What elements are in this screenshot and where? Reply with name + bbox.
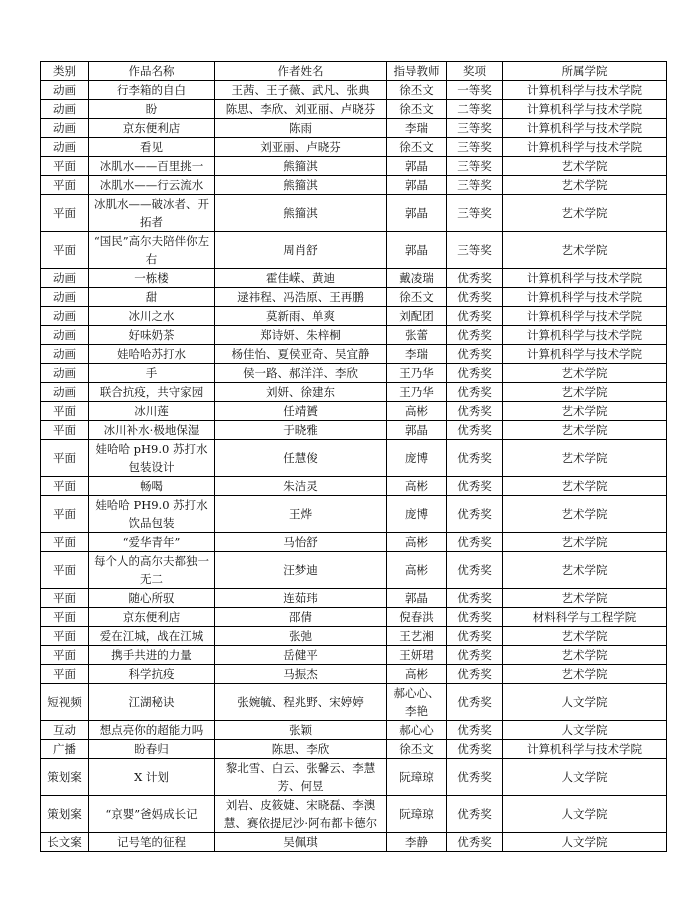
table-row (41, 759, 667, 796)
table-row (41, 552, 667, 589)
college-cell: 人文学院 (503, 796, 667, 833)
college-cell: 艺术学院 (503, 383, 667, 402)
college-cell: 艺术学院 (503, 533, 667, 552)
authors-cell: 王烨 (215, 496, 387, 533)
category-cell: 动画 (41, 345, 89, 364)
authors-cell: 王茜、王子薇、武凡、张典 (215, 81, 387, 100)
college-cell: 艺术学院 (503, 195, 667, 232)
work-title-cell: 娃哈哈 PH9.0 苏打水饮品包装 (89, 496, 215, 533)
advisor-cell: 高彬 (387, 665, 447, 684)
category-cell: 平面 (41, 232, 89, 269)
award-cell: 优秀奖 (447, 665, 503, 684)
category-cell: 动画 (41, 326, 89, 345)
authors-cell: 刘妍、徐建东 (215, 383, 387, 402)
work-title-cell: 看见 (89, 138, 215, 157)
category-cell: 平面 (41, 496, 89, 533)
award-cell: 三等奖 (447, 119, 503, 138)
award-cell: 二等奖 (447, 100, 503, 119)
award-cell: 优秀奖 (447, 269, 503, 288)
header-row (41, 62, 667, 81)
table-row (41, 608, 667, 627)
table-row (41, 138, 667, 157)
category-cell: 动画 (41, 138, 89, 157)
work-title-cell: X 计划 (89, 759, 215, 796)
award-cell: 优秀奖 (447, 646, 503, 665)
advisor-cell: 徐丕文 (387, 100, 447, 119)
award-cell: 三等奖 (447, 232, 503, 269)
advisor-cell: 庞博 (387, 496, 447, 533)
college-cell: 艺术学院 (503, 232, 667, 269)
authors-cell: 熊籀淇 (215, 176, 387, 195)
college-cell: 艺术学院 (503, 496, 667, 533)
advisor-cell: 郭晶 (387, 589, 447, 608)
award-cell: 优秀奖 (447, 608, 503, 627)
advisor-cell: 郝心心、李艳 (387, 684, 447, 721)
college-cell: 计算机科学与技术学院 (503, 307, 667, 326)
work-title-cell: 联合抗疫，共守家园 (89, 383, 215, 402)
work-title-cell: 娃哈哈苏打水 (89, 345, 215, 364)
award-cell: 优秀奖 (447, 345, 503, 364)
table-row (41, 477, 667, 496)
table-row (41, 195, 667, 232)
table-row (41, 232, 667, 269)
work-title-cell: 冰肌水——百里挑一 (89, 157, 215, 176)
work-title-cell: “国民”高尔夫陪伴你左右 (89, 232, 215, 269)
advisor-cell: 高彬 (387, 477, 447, 496)
category-cell: 动画 (41, 288, 89, 307)
college-cell: 计算机科学与技术学院 (503, 345, 667, 364)
advisor-cell: 王艺湘 (387, 627, 447, 646)
advisor-cell: 戴凌瑞 (387, 269, 447, 288)
authors-cell: 陈思、李欣 (215, 740, 387, 759)
work-title-cell: 手 (89, 364, 215, 383)
table-row (41, 665, 667, 684)
work-title-cell: 记号笔的征程 (89, 833, 215, 852)
advisor-cell: 王乃华 (387, 364, 447, 383)
table-row (41, 119, 667, 138)
college-cell: 计算机科学与技术学院 (503, 138, 667, 157)
college-cell: 人文学院 (503, 721, 667, 740)
award-cell: 三等奖 (447, 176, 503, 195)
authors-cell: 张婉毓、程兆野、宋婷婷 (215, 684, 387, 721)
award-cell: 优秀奖 (447, 721, 503, 740)
college-cell: 计算机科学与技术学院 (503, 740, 667, 759)
award-cell: 优秀奖 (447, 421, 503, 440)
college-cell: 艺术学院 (503, 402, 667, 421)
work-title-cell: 冰肌水——破冰者、开拓者 (89, 195, 215, 232)
authors-cell: 马怡舒 (215, 533, 387, 552)
college-cell: 计算机科学与技术学院 (503, 81, 667, 100)
header-award: 奖项 (447, 62, 503, 81)
award-cell: 优秀奖 (447, 740, 503, 759)
category-cell: 平面 (41, 157, 89, 176)
college-cell: 艺术学院 (503, 364, 667, 383)
category-cell: 平面 (41, 421, 89, 440)
advisor-cell: 王妍珺 (387, 646, 447, 665)
advisor-cell: 倪春洪 (387, 608, 447, 627)
college-cell: 材料科学与工程学院 (503, 608, 667, 627)
work-title-cell: 畅喝 (89, 477, 215, 496)
category-cell: 平面 (41, 477, 89, 496)
work-title-cell: 冰川之水 (89, 307, 215, 326)
work-title-cell: 盼春归 (89, 740, 215, 759)
table-row (41, 646, 667, 665)
college-cell: 艺术学院 (503, 477, 667, 496)
award-cell: 优秀奖 (447, 364, 503, 383)
table-row (41, 740, 667, 759)
authors-cell: 吴佩琪 (215, 833, 387, 852)
award-cell: 优秀奖 (447, 796, 503, 833)
college-cell: 计算机科学与技术学院 (503, 269, 667, 288)
authors-cell: 陈雨 (215, 119, 387, 138)
work-title-cell: 好味奶茶 (89, 326, 215, 345)
table-row (41, 269, 667, 288)
award-cell: 优秀奖 (447, 383, 503, 402)
award-cell: 优秀奖 (447, 477, 503, 496)
work-title-cell: 随心所驭 (89, 589, 215, 608)
advisor-cell: 郝心心 (387, 721, 447, 740)
authors-cell: 郑诗妍、朱梓桐 (215, 326, 387, 345)
college-cell: 艺术学院 (503, 665, 667, 684)
work-title-cell: 京东便利店 (89, 608, 215, 627)
table-row (41, 307, 667, 326)
authors-cell: 朱洁灵 (215, 477, 387, 496)
college-cell: 计算机科学与技术学院 (503, 119, 667, 138)
category-cell: 广播 (41, 740, 89, 759)
authors-cell: 杨佳怡、夏侯亚奇、吴宜静 (215, 345, 387, 364)
advisor-cell: 徐丕文 (387, 81, 447, 100)
category-cell: 动画 (41, 81, 89, 100)
category-cell: 动画 (41, 269, 89, 288)
category-cell: 动画 (41, 364, 89, 383)
college-cell: 艺术学院 (503, 627, 667, 646)
college-cell: 人文学院 (503, 759, 667, 796)
award-cell: 优秀奖 (447, 759, 503, 796)
award-cell: 优秀奖 (447, 402, 503, 421)
work-title-cell: 江湖秘诀 (89, 684, 215, 721)
category-cell: 平面 (41, 402, 89, 421)
advisor-cell: 李静 (387, 833, 447, 852)
header-advisor: 指导教师 (387, 62, 447, 81)
authors-cell: 逯祎程、冯浩原、王再鹏 (215, 288, 387, 307)
category-cell: 平面 (41, 627, 89, 646)
advisor-cell: 阮璋琼 (387, 796, 447, 833)
table-row (41, 81, 667, 100)
table-row (41, 421, 667, 440)
table-row (41, 796, 667, 833)
advisor-cell: 王乃华 (387, 383, 447, 402)
category-cell: 动画 (41, 100, 89, 119)
work-title-cell: 科学抗疫 (89, 665, 215, 684)
advisor-cell: 高彬 (387, 533, 447, 552)
work-title-cell: “京婴”爸妈成长记 (89, 796, 215, 833)
award-cell: 三等奖 (447, 195, 503, 232)
table-row (41, 326, 667, 345)
award-cell: 一等奖 (447, 81, 503, 100)
category-cell: 策划案 (41, 796, 89, 833)
award-cell: 三等奖 (447, 138, 503, 157)
college-cell: 计算机科学与技术学院 (503, 326, 667, 345)
table-row (41, 533, 667, 552)
category-cell: 动画 (41, 307, 89, 326)
authors-cell: 任靖贇 (215, 402, 387, 421)
award-cell: 优秀奖 (447, 833, 503, 852)
college-cell: 计算机科学与技术学院 (503, 100, 667, 119)
authors-cell: 周肖舒 (215, 232, 387, 269)
table-row (41, 684, 667, 721)
college-cell: 艺术学院 (503, 646, 667, 665)
work-title-cell: “爱华青年” (89, 533, 215, 552)
category-cell: 互动 (41, 721, 89, 740)
authors-cell: 侯一路、郝洋洋、李欣 (215, 364, 387, 383)
work-title-cell: 京东便利店 (89, 119, 215, 138)
table-row (41, 627, 667, 646)
work-title-cell: 想点亮你的超能力吗 (89, 721, 215, 740)
authors-cell: 邵倩 (215, 608, 387, 627)
award-cell: 优秀奖 (447, 326, 503, 345)
advisor-cell: 高彬 (387, 402, 447, 421)
authors-cell: 刘岩、皮筱婕、宋晓磊、李澳慧、赛依提尼沙·阿布都卡德尔 (215, 796, 387, 833)
table-row (41, 345, 667, 364)
authors-cell: 陈思、李欣、刘亚丽、卢晓芬 (215, 100, 387, 119)
advisor-cell: 张蕾 (387, 326, 447, 345)
award-cell: 优秀奖 (447, 684, 503, 721)
category-cell: 平面 (41, 440, 89, 477)
category-cell: 平面 (41, 608, 89, 627)
authors-cell: 岳健平 (215, 646, 387, 665)
category-cell: 平面 (41, 665, 89, 684)
authors-cell: 霍佳嵘、黄迪 (215, 269, 387, 288)
advisor-cell: 郭晶 (387, 421, 447, 440)
header-category: 类别 (41, 62, 89, 81)
table-row (41, 364, 667, 383)
authors-cell: 熊籀淇 (215, 157, 387, 176)
college-cell: 艺术学院 (503, 176, 667, 195)
advisor-cell: 刘配团 (387, 307, 447, 326)
work-title-cell: 一栋楼 (89, 269, 215, 288)
work-title-cell: 冰肌水——行云流水 (89, 176, 215, 195)
category-cell: 策划案 (41, 759, 89, 796)
table-row (41, 383, 667, 402)
header-work-title: 作品名称 (89, 62, 215, 81)
award-cell: 优秀奖 (447, 533, 503, 552)
authors-cell: 熊籀淇 (215, 195, 387, 232)
category-cell: 平面 (41, 589, 89, 608)
award-cell: 优秀奖 (447, 589, 503, 608)
work-title-cell: 冰川莲 (89, 402, 215, 421)
header-authors: 作者姓名 (215, 62, 387, 81)
table-row (41, 833, 667, 852)
advisor-cell: 郭晶 (387, 195, 447, 232)
work-title-cell: 盼 (89, 100, 215, 119)
authors-cell: 马振杰 (215, 665, 387, 684)
college-cell: 人文学院 (503, 684, 667, 721)
authors-cell: 张颖 (215, 721, 387, 740)
college-cell: 人文学院 (503, 833, 667, 852)
category-cell: 平面 (41, 176, 89, 195)
category-cell: 平面 (41, 552, 89, 589)
college-cell: 艺术学院 (503, 157, 667, 176)
work-title-cell: 每个人的高尔夫都独一无二 (89, 552, 215, 589)
advisor-cell: 阮璋琼 (387, 759, 447, 796)
advisor-cell: 高彬 (387, 552, 447, 589)
award-cell: 优秀奖 (447, 552, 503, 589)
table-row (41, 100, 667, 119)
table-row (41, 157, 667, 176)
authors-cell: 刘亚丽、卢晓芬 (215, 138, 387, 157)
advisor-cell: 李瑞 (387, 119, 447, 138)
table-row (41, 496, 667, 533)
table-row (41, 288, 667, 307)
authors-cell: 莫新雨、单爽 (215, 307, 387, 326)
authors-cell: 汪梦迪 (215, 552, 387, 589)
category-cell: 平面 (41, 195, 89, 232)
award-cell: 优秀奖 (447, 288, 503, 307)
authors-cell: 张弛 (215, 627, 387, 646)
award-cell: 优秀奖 (447, 440, 503, 477)
work-title-cell: 爱在江城，战在江城 (89, 627, 215, 646)
work-title-cell: 携手共进的力量 (89, 646, 215, 665)
category-cell: 长文案 (41, 833, 89, 852)
advisor-cell: 徐丕文 (387, 740, 447, 759)
advisor-cell: 徐丕文 (387, 288, 447, 307)
awards-table (40, 61, 667, 852)
header-college: 所属学院 (503, 62, 667, 81)
advisor-cell: 徐丕文 (387, 138, 447, 157)
authors-cell: 连茹玮 (215, 589, 387, 608)
college-cell: 计算机科学与技术学院 (503, 288, 667, 307)
award-cell: 优秀奖 (447, 627, 503, 646)
advisor-cell: 郭晶 (387, 157, 447, 176)
college-cell: 艺术学院 (503, 421, 667, 440)
table-row (41, 440, 667, 477)
category-cell: 动画 (41, 383, 89, 402)
college-cell: 艺术学院 (503, 552, 667, 589)
table-row (41, 402, 667, 421)
college-cell: 艺术学院 (503, 440, 667, 477)
category-cell: 平面 (41, 646, 89, 665)
award-cell: 优秀奖 (447, 307, 503, 326)
work-title-cell: 娃哈哈 pH9.0 苏打水包装设计 (89, 440, 215, 477)
college-cell: 艺术学院 (503, 589, 667, 608)
advisor-cell: 庞博 (387, 440, 447, 477)
category-cell: 动画 (41, 119, 89, 138)
table-row (41, 176, 667, 195)
authors-cell: 任慧俊 (215, 440, 387, 477)
category-cell: 平面 (41, 533, 89, 552)
advisor-cell: 郭晶 (387, 232, 447, 269)
table-row (41, 721, 667, 740)
category-cell: 短视频 (41, 684, 89, 721)
award-cell: 三等奖 (447, 157, 503, 176)
advisor-cell: 李瑞 (387, 345, 447, 364)
work-title-cell: 冰川补水·极地保湿 (89, 421, 215, 440)
advisor-cell: 郭晶 (387, 176, 447, 195)
award-cell: 优秀奖 (447, 496, 503, 533)
table-row (41, 589, 667, 608)
authors-cell: 于晓雅 (215, 421, 387, 440)
work-title-cell: 行李箱的自白 (89, 81, 215, 100)
authors-cell: 黎北雪、白云、张馨云、李慧芳、何昱 (215, 759, 387, 796)
work-title-cell: 甜 (89, 288, 215, 307)
